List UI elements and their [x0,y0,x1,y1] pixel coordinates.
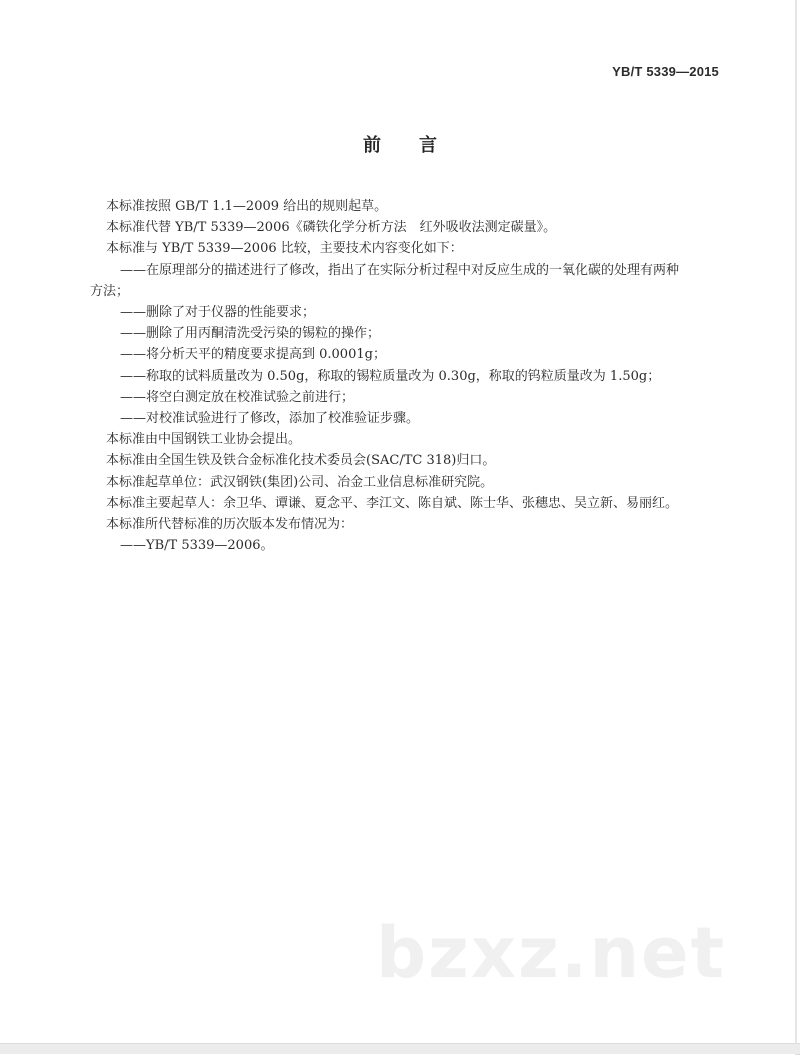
next-page-edge [0,1054,795,1064]
standard-code: YB/T 5339—2015 [612,64,719,79]
paragraph-proposed-by: 本标准由中国钢铁工业协会提出。 [106,432,302,448]
change-item-instrument: ——删除了对于仪器的性能要求； [120,305,316,321]
foreword-body [90,196,716,556]
change-item-mass: ——称取的试料质量改为 0.50g，称取的锡粒质量改为 0.30g，称取的钨粒质量改为 1.50g； [120,368,661,384]
paragraph-previous-editions: 本标准所代替标准的历次版本发布情况为： [106,517,354,533]
page-title: 前言 [363,135,475,156]
change-item-blank: ——将空白测定放在校准试验之前进行； [120,389,355,405]
change-item-principle: ——在原理部分的描述进行了修改，指出了在实际分析过程中对反应生成的一氧化碳的处理有两种 [120,262,680,278]
paragraph-drafters: 本标准主要起草人：余卫华、谭谦、夏念平、李江文、陈自斌、陈士华、张穗忠、吴立新、易丽红。 [106,495,679,511]
paragraph-comparison: 本标准与 YB/T 5339—2006 比较，主要技术内容变化如下： [106,241,463,257]
watermark: bzxz.net [376,912,727,994]
paragraph-replaces: 本标准代替 YB/T 5339—2006《磷铁化学分析方法 红外吸收法测定碳量》。 [106,220,557,236]
change-item-acetone: ——删除了用丙酮清洗受污染的锡粒的操作； [120,326,381,342]
change-item-balance: ——将分析天平的精度要求提高到 0.0001g； [120,347,386,363]
paragraph-drafting-units: 本标准起草单位：武汉钢铁(集团)公司、冶金工业信息标准研究院。 [106,474,494,490]
paragraph-centralized-by: 本标准由全国生铁及铁合金标准化技术委员会(SAC/TC 318)归口。 [106,453,496,469]
paragraph-drafting-rules: 本标准按照 GB/T 1.1—2009 给出的规则起草。 [106,199,388,214]
previous-edition-item: ——YB/T 5339—2006。 [120,538,274,554]
change-item-principle-continued: 方法； [90,283,130,299]
change-item-calibration: ——对校准试验进行了修改，添加了校准验证步骤。 [120,411,420,427]
